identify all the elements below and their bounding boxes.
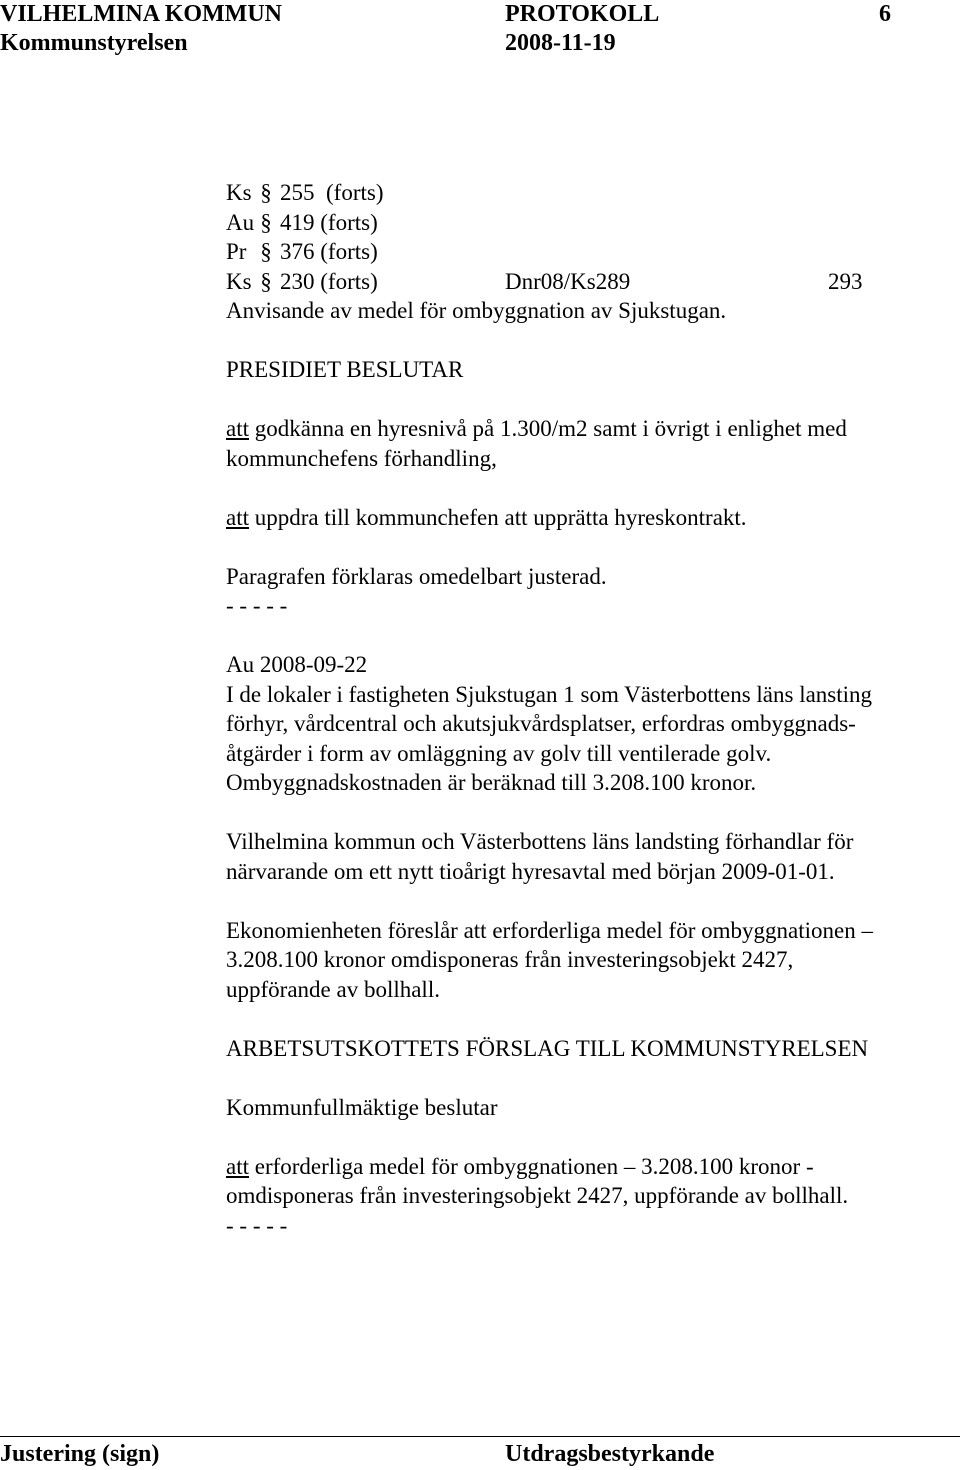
section-symbol: § — [260, 239, 272, 264]
ref-body: Ks — [226, 180, 252, 205]
ref-number: 376 — [280, 239, 315, 264]
header-middle — [505, 0, 659, 58]
section-symbol: § — [260, 268, 272, 294]
paragraph-line: Ekonomienheten föreslår att erforderliga medel för ombyggnationen – — [226, 917, 873, 943]
ref-note: (forts) — [326, 180, 384, 205]
ref-note: (forts) — [320, 268, 378, 294]
org-name: VILHELMINA KOMMUN — [0, 1, 282, 27]
decision-text: erforderliga medel för ombyggnationen – 3.208.100 kronor - — [249, 1153, 814, 1179]
ref-line — [226, 267, 956, 297]
proposal-decision — [226, 1152, 956, 1182]
diary-number: Dnr08/Ks289 — [505, 268, 631, 294]
paragraph-line: 3.208.100 kronor omdisponeras från investeringsobjekt 2427, — [226, 947, 794, 972]
page-number: 6 — [879, 1, 891, 27]
proposal-decision-cont: omdisponeras från investeringsobjekt 2427, uppförande av bollhall. — [226, 1183, 849, 1208]
att-keyword: att — [226, 416, 249, 441]
separator: - - - - - — [226, 1212, 288, 1238]
decision-text: godkänna en hyresnivå på 1.300/m2 samt i övrigt i enlighet med — [249, 416, 847, 441]
ref-number: 230 — [280, 268, 315, 294]
header-left — [0, 0, 282, 58]
ref-line — [226, 208, 956, 238]
paragraph-line: Ombyggnadskostnaden är beräknad till 3.208.100 kronor. — [226, 770, 757, 795]
ref-number: 255 — [280, 180, 315, 205]
decision-1-cont: kommunchefens förhandling, — [226, 445, 497, 471]
paragraph-line: närvarande om ett nytt tioårigt hyresavtal med början 2009-01-01. — [226, 858, 835, 884]
ref-note: (forts) — [320, 239, 378, 264]
decision-text: uppdra till kommunchefen att upprätta hyreskontrakt. — [249, 504, 747, 530]
paragraph-line: förhyr, vårdcentral och akutsjukvårdsplatser, erfordras ombyggnads- — [226, 711, 856, 736]
au-date: Au 2008-09-22 — [226, 652, 368, 677]
paragraph-line: uppförande av bollhall. — [226, 976, 440, 1002]
ref-line — [226, 237, 956, 267]
certification-label: Utdragsbestyrkande — [505, 1441, 715, 1467]
section-symbol: § — [260, 180, 272, 205]
committee-name: Kommunstyrelsen — [0, 30, 188, 56]
protocol-body — [226, 178, 956, 1240]
ref-body: Au — [226, 209, 255, 235]
decision-2 — [226, 503, 956, 533]
presidium-heading: PRESIDIET BESLUTAR — [226, 357, 464, 382]
doc-type: PROTOKOLL — [505, 1, 660, 27]
immediate-adjustment: Paragrafen förklaras omedelbart justerad. — [226, 563, 607, 589]
paragraph-line: I de lokaler i fastigheten Sjukstugan 1 som Västerbottens läns lansting — [226, 681, 873, 707]
paragraph-number: 293 — [828, 268, 863, 294]
separator: - - - - - — [226, 593, 288, 618]
proposal-heading: ARBETSUTSKOTTETS FÖRSLAG TILL KOMMUNSTYRELSEN — [226, 1035, 869, 1061]
att-keyword: att — [226, 1153, 249, 1179]
paragraph-line: åtgärder i form av omläggning av golv till ventilerade golv. — [226, 740, 772, 766]
section-symbol: § — [260, 209, 272, 235]
ref-body: Pr — [226, 239, 247, 264]
paragraph-line: Vilhelmina kommun och Västerbottens läns landsting förhandlar för — [226, 829, 854, 854]
proposal-subheading: Kommunfullmäktige beslutar — [226, 1094, 498, 1120]
ref-line — [226, 178, 956, 208]
ref-note: (forts) — [320, 209, 378, 235]
footer-divider — [0, 1436, 960, 1437]
meeting-date: 2008-11-19 — [505, 30, 616, 56]
signature-label: Justering (sign) — [0, 1441, 160, 1467]
subject: Anvisande av medel för ombyggnation av Sjukstugan. — [226, 298, 727, 323]
ref-number: 419 — [280, 209, 315, 235]
att-keyword: att — [226, 504, 249, 530]
decision-1 — [226, 414, 956, 444]
ref-body: Ks — [226, 268, 252, 294]
